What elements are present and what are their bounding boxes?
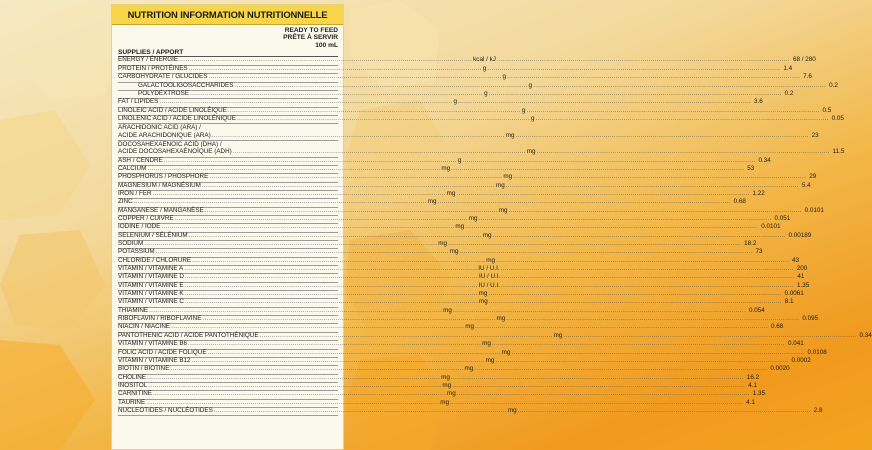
leader-dots [563, 332, 856, 340]
nutrient-unit: mg [553, 331, 563, 339]
supplies-label: SUPPLIES / APPORT [118, 48, 184, 56]
nutrient-value: 0.0061 [784, 290, 804, 298]
nutrient-value: 29 [809, 173, 817, 181]
nutrient-label: VITAMIN / VITAMINE A [118, 265, 184, 273]
leader-dots [171, 323, 464, 331]
leader-dots [507, 73, 800, 81]
leader-dots [518, 407, 811, 415]
leader-dots [474, 365, 767, 373]
nutrient-row [118, 131, 819, 141]
nutrient-unit: g [502, 73, 507, 81]
nutrient-value: 0.0101 [761, 223, 781, 231]
leader-dots [516, 132, 809, 140]
nutrient-label: FAT / LIPIDES [118, 98, 159, 106]
nutrient-unit: IU / U.I. [478, 281, 500, 289]
leader-dots [475, 323, 768, 331]
leader-dots [185, 290, 478, 298]
nutrient-unit: g [531, 114, 535, 122]
nutrient-label: MAGNESIUM / MAGNÉSIUM [118, 181, 201, 189]
nutrient-value: 73 [755, 248, 763, 256]
nutrient-unit: mg [468, 215, 478, 223]
nutrient-label: FOLIC ACID / ACIDE FOLIQUE [118, 348, 207, 356]
nutrient-label: POTASSIUM [118, 248, 155, 256]
nutrient-value: 0.00189 [788, 231, 812, 239]
nutrient-unit: mg [505, 131, 515, 139]
nutrient-value: 5.4 [801, 181, 811, 189]
nutrient-value: 0.095 [802, 315, 819, 323]
leader-dots [448, 240, 741, 248]
leader-dots [161, 223, 454, 231]
nutrient-label: VITAMIN / VITAMINE D [118, 273, 184, 281]
nutrient-value: 0.041 [787, 340, 804, 348]
leader-dots [188, 340, 481, 348]
nutrient-label: VITAMIN / VITAMINE B6 [118, 340, 188, 348]
nutrient-label: IRON / FER [118, 189, 152, 197]
nutrient-unit: IU / U.I. [478, 273, 501, 281]
nutrient-unit: mg [526, 148, 536, 156]
nutrient-label: ZINC [118, 198, 133, 206]
leader-dots [260, 332, 553, 340]
nutrient-label: CALCIUM [118, 164, 147, 172]
leader-dots [487, 65, 780, 73]
nutrient-unit: mg [446, 189, 456, 197]
nutrient-label: ASH / CENDRE [118, 156, 163, 164]
nutrient-label: VITAMIN / VITAMINE E [118, 281, 184, 289]
nutrient-label: CARBOHYDRATE / GLUCIDES [118, 73, 208, 81]
nutrient-label: RIBOFLAVIN / RIBOFLAVINE [118, 315, 202, 323]
nutrient-value: 0.34 [758, 156, 771, 164]
nutrient-label: SELENIUM / SÉLÉNIUM [118, 231, 188, 239]
nutrient-unit: mg [496, 315, 506, 323]
nutrient-unit: g [482, 64, 487, 72]
nutrient-value: 0.051 [774, 215, 791, 223]
nutrient-unit: mg [441, 164, 451, 172]
nutrient-value: 1.4 [783, 64, 793, 72]
nutrient-value: 0.054 [749, 306, 765, 314]
leader-dots [462, 157, 755, 165]
leader-dots [537, 148, 830, 156]
nutrient-value: 0.0108 [807, 348, 827, 356]
nutrient-label: POLYDEXTROSE [138, 89, 189, 97]
nutrient-unit: mg [496, 181, 505, 189]
panel-title: NUTRITION INFORMATION NUTRITIONNELLE [112, 5, 343, 25]
leader-dots [492, 340, 785, 348]
leader-dots [212, 132, 505, 140]
leader-dots [153, 390, 446, 398]
nutrient-unit: mg [442, 381, 452, 389]
leader-dots [234, 82, 527, 90]
leader-dots [438, 198, 731, 206]
leader-dots [489, 90, 782, 98]
nutrient-unit: mg [455, 223, 465, 231]
nutrient-label: SODIUM [118, 240, 144, 248]
nutrient-value: 11.5 [832, 148, 845, 156]
leader-dots [153, 190, 446, 198]
nutrient-unit: g [457, 156, 462, 164]
nutrient-label: PROTEIN / PROTÉINES [118, 64, 188, 72]
leader-dots [492, 232, 785, 240]
nutrient-label: ACIDE ARACHIDONIQUE (ARA) [118, 131, 211, 139]
nutrient-unit: g [521, 106, 526, 114]
nutrient-value: 0.2 [829, 81, 838, 89]
leader-dots [453, 307, 746, 315]
leader-dots [488, 290, 781, 298]
column-heading-line-3: 100 mL [315, 41, 338, 49]
nutrient-unit: mg [427, 198, 437, 206]
nutrient-label: IODINE / IODE [118, 223, 161, 231]
nutrient-value: 41 [797, 273, 805, 281]
nutrient-value: 18.2 [744, 240, 757, 248]
leader-dots [233, 148, 526, 156]
leader-dots [185, 298, 478, 306]
nutrient-value: 0.0101 [804, 206, 824, 214]
nutrient-value: 1.35 [797, 281, 810, 289]
nutrient-value: 0.2 [784, 89, 794, 97]
leader-dots [147, 374, 440, 382]
leader-dots [513, 173, 806, 181]
leader-dots [465, 223, 758, 231]
nutrient-unit: mg [449, 248, 459, 256]
nutrient-unit: mg [498, 206, 508, 214]
leader-dots [214, 407, 507, 415]
nutrient-label: INOSITOL [118, 381, 148, 389]
leader-dots [456, 190, 749, 198]
nutrient-label: VITAMIN / VITAMINE C [118, 298, 184, 306]
nutrient-label: GALACTOOLIGOSACCHARIDES [138, 81, 234, 89]
leader-dots [205, 207, 498, 215]
leader-dots [144, 240, 437, 248]
nutrient-unit: g [528, 81, 533, 89]
nutrient-row [118, 406, 823, 416]
nutrient-value: 0.05 [831, 114, 844, 122]
leader-dots [228, 107, 521, 115]
leader-dots [526, 107, 819, 115]
leader-dots [134, 198, 427, 206]
nutrient-unit: mg [465, 323, 474, 331]
nutrient-row [118, 114, 844, 124]
leader-dots [148, 382, 441, 390]
nutrient-label: VITAMIN / VITAMINE K [118, 290, 184, 298]
leader-dots [185, 282, 478, 290]
leader-dots [533, 82, 826, 90]
leader-dots [189, 232, 482, 240]
leader-dots [156, 248, 449, 256]
nutrition-panel [111, 4, 872, 450]
nutrient-value: 0.5 [822, 106, 832, 114]
nutrient-label: ENERGY / ÉNERGIE [118, 56, 179, 64]
nutrient-unit: mg [482, 340, 491, 348]
column-heading-line-1: READY TO FEED [284, 27, 338, 34]
leader-dots [192, 357, 485, 365]
nutrient-value: 7.6 [803, 73, 812, 81]
nutrient-value: 8.1 [784, 298, 794, 306]
leader-dots [496, 257, 789, 265]
leader-dots [506, 315, 799, 323]
nutrient-unit: IU / U.I. [478, 265, 500, 273]
nutrient-value: 0.0002 [791, 356, 811, 364]
nutrient-label: LINOLENIC ACID / ACIDE LINOLÉNIQUE [118, 114, 236, 122]
nutrient-value: 0.34 [859, 331, 872, 339]
nutrient-value: 2.8 [813, 406, 823, 414]
nutrient-value: 3.6 [754, 98, 763, 106]
leader-dots [185, 273, 478, 281]
nutrient-label: TAURINE [118, 398, 146, 406]
nutrient-value: 1.22 [752, 189, 765, 197]
nutrient-value: 4.1 [746, 398, 755, 406]
nutrient-unit: mg [478, 298, 488, 306]
leader-dots [209, 173, 502, 181]
nutrient-label: PANTOTHENIC ACID / ACIDE PANTOTHÉNIQUE [118, 331, 259, 339]
nutrient-label: MANGANESE / MANGANÈSE [118, 206, 204, 214]
nutrient-value: 23 [811, 131, 819, 139]
leader-dots [184, 265, 477, 273]
nutrient-label: CARNITINE [118, 390, 152, 398]
nutrient-unit: g [484, 89, 488, 97]
nutrient-unit: mg [440, 398, 449, 406]
nutrient-unit: mg [438, 240, 448, 248]
leader-dots [509, 207, 802, 215]
nutrient-unit: mg [478, 290, 488, 298]
leader-dots [451, 374, 744, 382]
column-heading-line-2: PRÊTE À SERVIR [283, 34, 338, 42]
nutrition-table [112, 25, 872, 416]
leader-dots [202, 315, 495, 323]
nutrient-value: 53 [747, 164, 755, 172]
leader-dots [237, 115, 530, 123]
leader-dots [179, 56, 472, 64]
leader-dots [149, 307, 442, 315]
leader-dots [511, 349, 804, 357]
nutrient-label: VITAMIN / VITAMINE B12 [118, 356, 191, 364]
leader-dots [159, 98, 452, 106]
leader-dots [190, 90, 483, 98]
nutrient-label: DOCOSAHEXAENOIC ACID (DHA) / [118, 140, 222, 148]
nutrient-label: THIAMINE [118, 306, 149, 314]
leader-dots [189, 65, 482, 73]
nutrient-unit: mg [441, 373, 450, 381]
nutrient-unit: kcal / kJ [473, 56, 496, 64]
nutrient-value: 4.1 [748, 381, 757, 389]
nutrient-value: 16.2 [746, 373, 760, 381]
nutrient-label: COPPER / CUIVRE [118, 215, 174, 223]
nutrient-value: 200 [796, 265, 808, 273]
nutrient-unit: mg [447, 390, 456, 398]
nutrient-unit: mg [482, 231, 492, 239]
leader-dots [164, 157, 457, 165]
nutrient-label: BIOTIN / BIOTINE [118, 365, 170, 373]
nutrient-unit: g [453, 98, 457, 106]
leader-dots [451, 165, 744, 173]
nutrient-value: 1.35 [752, 390, 766, 398]
leader-dots [506, 182, 799, 190]
leader-dots [208, 73, 501, 81]
leader-dots [450, 399, 743, 407]
leader-dots [457, 390, 750, 398]
nutrient-value: 43 [792, 256, 800, 264]
nutrient-label: PHOSPHORUS / PHOSPHORE [118, 173, 209, 181]
nutrient-rows [118, 56, 872, 416]
nutrient-label: LINOLEIC ACID / ACIDE LINOLÉIQUE [118, 106, 227, 114]
leader-dots [458, 98, 751, 106]
leader-dots [146, 399, 439, 407]
nutrient-value: 0.68 [771, 323, 784, 331]
leader-dots [495, 357, 788, 365]
nutrient-unit: mg [501, 348, 511, 356]
nutrient-label: ARACHIDONIC ACID (ARA) / [118, 124, 201, 132]
nutrient-unit: mg [485, 356, 495, 364]
leader-dots [536, 115, 829, 123]
nutrient-value: 0.68 [733, 198, 746, 206]
leader-dots [489, 298, 782, 306]
nutrient-label: CHOLINE [118, 373, 146, 381]
nutrient-value: 0.0020 [770, 365, 790, 373]
leader-dots [501, 265, 794, 273]
nutrient-unit: mg [507, 406, 517, 414]
nutrient-label: NUCLEOTIDES / NUCLÉOTIDES [118, 406, 213, 414]
nutrient-label: ACIDE DOCOSAHEXAÉNOÏQUE (ADH) [118, 148, 232, 156]
nutrient-label: CHLORIDE / CHLORURE [118, 256, 192, 264]
leader-dots [478, 215, 771, 223]
leader-dots [501, 273, 794, 281]
leader-dots [170, 365, 463, 373]
nutrient-unit: mg [503, 173, 513, 181]
nutrient-label: NIACIN / NIACINE [118, 323, 171, 331]
leader-dots [452, 382, 745, 390]
column-heading [118, 27, 338, 49]
leader-dots [459, 248, 752, 256]
leader-dots [147, 165, 440, 173]
leader-dots [192, 257, 485, 265]
nutrient-value: 68 / 280 [792, 56, 816, 64]
leader-dots [202, 182, 495, 190]
nutrient-unit: mg [486, 256, 495, 264]
leader-dots [501, 282, 794, 290]
leader-dots [208, 349, 501, 357]
leader-dots [175, 215, 468, 223]
leader-dots [497, 56, 790, 64]
nutrient-unit: mg [464, 365, 474, 373]
nutrient-unit: mg [443, 306, 452, 314]
